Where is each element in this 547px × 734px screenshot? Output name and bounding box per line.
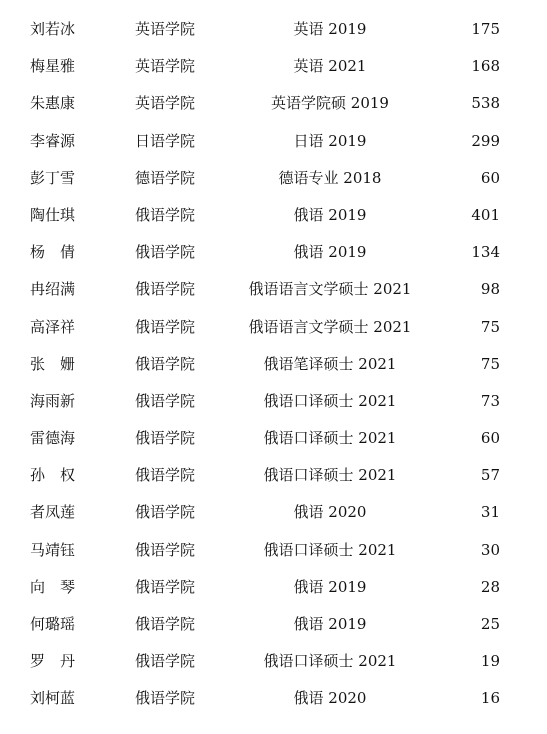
student-name: 高泽祥 [30,317,76,336]
count-value: 401 [471,205,500,224]
college-name: 德语学院 [135,168,196,187]
count-value: 75 [480,354,500,373]
major-class: 英语学院硕 2019 [271,94,389,113]
count-value: 134 [471,243,500,262]
college-name: 俄语学院 [135,354,196,373]
table-row [0,383,547,420]
student-name: 马靖钰 [30,540,76,559]
major-class: 俄语 2019 [293,205,367,224]
college-name: 俄语学院 [135,540,196,559]
student-name: 冉绍满 [30,280,76,299]
college-name: 英语学院 [135,57,196,76]
major-class: 英语 2019 [293,20,367,38]
student-name: 刘若冰 [30,20,76,38]
student-name: 罗 丹 [30,652,76,671]
college-name: 俄语学院 [135,689,196,708]
student-name: 孙 权 [30,466,76,485]
table-row [0,569,547,606]
table-row [0,271,547,308]
count-value: 168 [471,57,500,76]
college-name: 俄语学院 [135,652,196,671]
student-name: 杨 倩 [30,243,76,262]
count-value: 73 [480,391,500,410]
count-value: 28 [480,577,500,596]
count-value: 31 [480,503,500,522]
major-class: 俄语语言文学硕士 2021 [248,317,412,336]
count-value: 175 [471,20,500,38]
table-row [0,123,547,160]
count-value: 57 [480,466,500,485]
table-row [0,606,547,643]
count-value: 299 [471,131,500,150]
major-class: 俄语笔译硕士 2021 [263,354,397,373]
count-value: 25 [480,615,500,633]
major-class: 英语 2021 [293,57,367,76]
student-name: 刘柯蓝 [30,689,76,708]
student-name: 张 姗 [30,354,76,373]
count-value: 60 [480,429,500,448]
table-row [0,309,547,346]
table-row [0,234,547,271]
major-class: 德语专业 2018 [278,168,382,187]
student-name: 向 琴 [30,577,76,596]
table-row [0,680,547,717]
college-name: 日语学院 [135,131,196,150]
student-name: 朱惠康 [30,94,76,113]
student-name: 者凤莲 [30,503,76,522]
college-name: 英语学院 [135,94,196,113]
table-row [0,643,547,680]
table-row [0,160,547,197]
major-class: 俄语口译硕士 2021 [263,429,397,448]
student-name: 陶仕琪 [30,205,76,224]
major-class: 俄语 2019 [293,577,367,596]
college-name: 俄语学院 [135,503,196,522]
table-row [0,11,547,48]
major-class: 俄语口译硕士 2021 [263,466,397,485]
major-class: 俄语 2020 [293,689,367,708]
college-name: 俄语学院 [135,205,196,224]
major-class: 日语 2019 [293,131,367,150]
student-name: 梅星雅 [30,57,76,76]
major-class: 俄语口译硕士 2021 [263,540,397,559]
major-class: 俄语口译硕士 2021 [263,652,397,671]
college-name: 俄语学院 [135,615,196,633]
college-name: 俄语学院 [135,391,196,410]
count-value: 30 [480,540,500,559]
major-class: 俄语 2020 [293,503,367,522]
college-name: 俄语学院 [135,577,196,596]
college-name: 英语学院 [135,20,196,38]
table-row [0,85,547,122]
table-row [0,48,547,85]
count-value: 60 [480,168,500,187]
table-row [0,532,547,569]
college-name: 俄语学院 [135,317,196,336]
table-row [0,197,547,234]
count-value: 16 [480,689,500,708]
major-class: 俄语口译硕士 2021 [263,391,397,410]
major-class: 俄语 2019 [293,615,367,633]
student-name: 海雨新 [30,391,76,410]
table-row [0,494,547,531]
college-name: 俄语学院 [135,466,196,485]
major-class: 俄语语言文学硕士 2021 [248,280,412,299]
table-row [0,457,547,494]
college-name: 俄语学院 [135,429,196,448]
count-value: 19 [480,652,500,671]
student-name: 彭丁雪 [30,168,76,187]
table-row [0,420,547,457]
major-class: 俄语 2019 [293,243,367,262]
college-name: 俄语学院 [135,280,196,299]
college-name: 俄语学院 [135,243,196,262]
student-name: 李睿源 [30,131,76,150]
student-name: 雷德海 [30,429,76,448]
student-name: 何璐瑶 [30,615,76,633]
table-row [0,346,547,383]
count-value: 98 [480,280,500,299]
student-table [0,11,547,718]
count-value: 75 [480,317,500,336]
count-value: 538 [471,94,500,113]
